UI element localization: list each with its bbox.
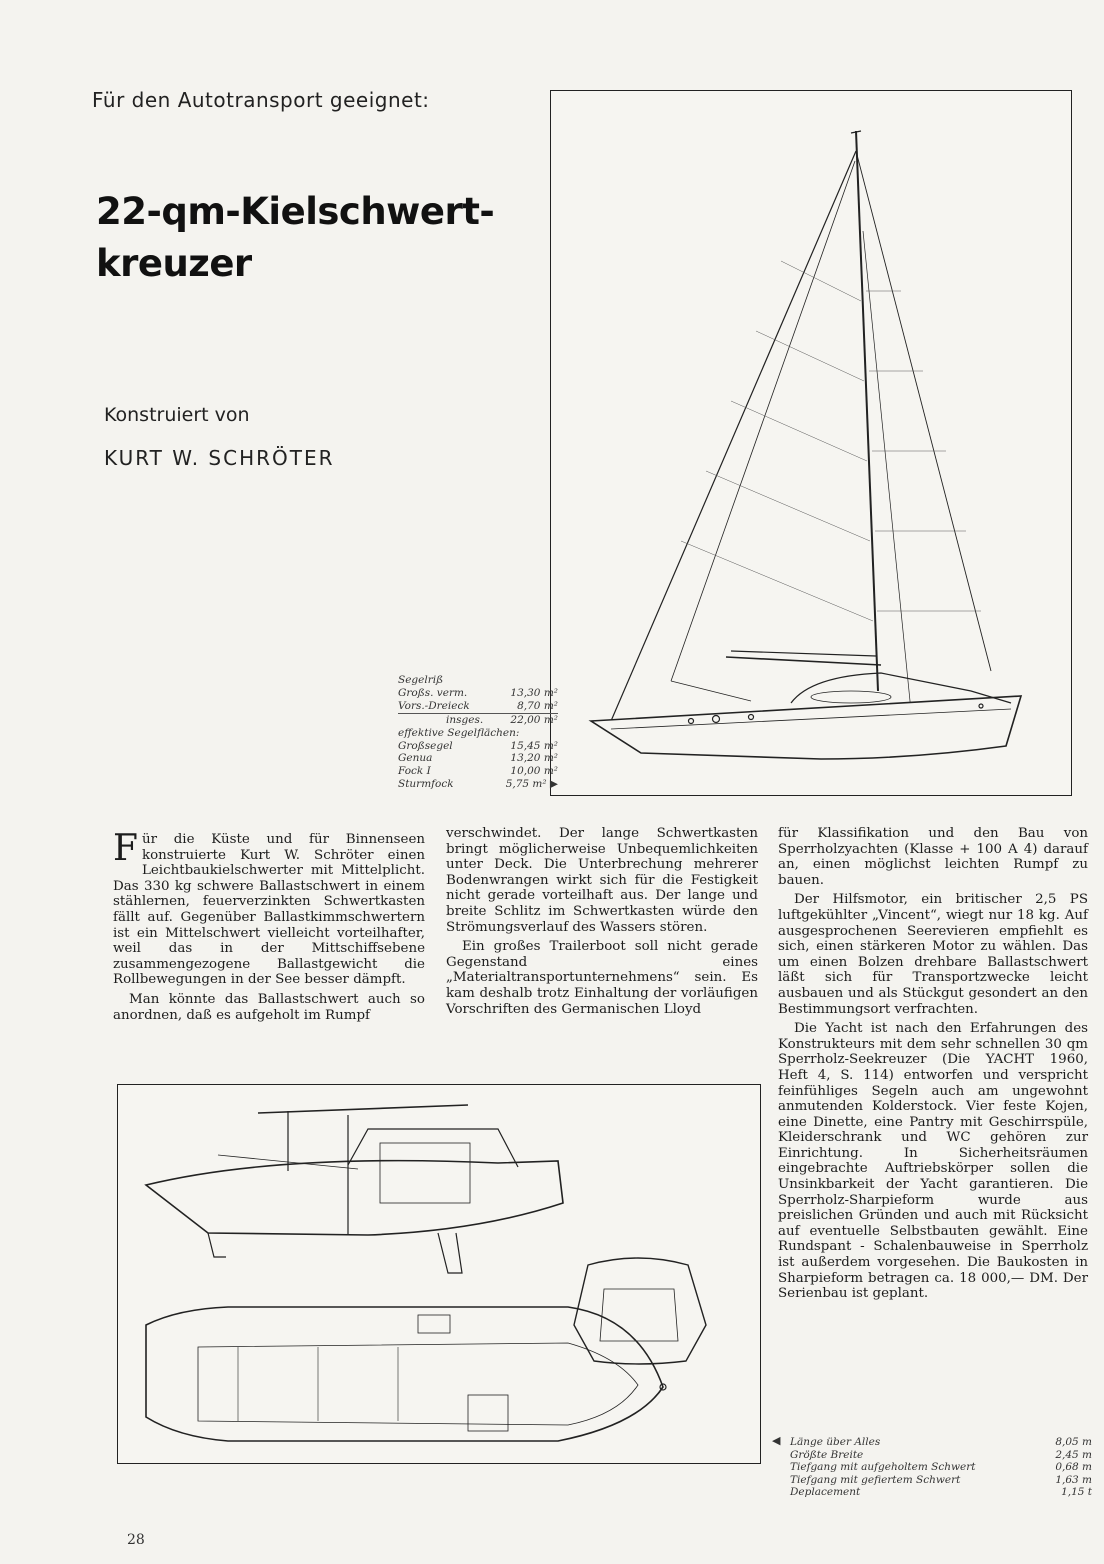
sail-plan-drawing xyxy=(551,91,1071,795)
row-value: 22,00 m² xyxy=(510,713,558,726)
row-value: 0,68 m xyxy=(1055,1461,1092,1474)
row-value: 1,15 t xyxy=(1061,1486,1092,1499)
paragraph: für Klassifikation und den Bau von Sperrholzyachten (Klasse + 100 A 4) darauf an, einen möglichst leichten Rumpf zu bauen. xyxy=(778,826,1088,888)
row-value: 13,20 m² xyxy=(510,752,558,765)
row-value: 8,70 m² xyxy=(517,699,558,712)
title-line-1: 22-qm-Kielschwert- xyxy=(96,190,495,233)
paragraph: verschwindet. Der lange Schwertkasten bringt möglicherweise Unbequemlichkeiten unter Deck. Die Unterbrechung mehrerer Bodenwrangen wirkt sich für die Festigkeit nicht gerade vorteilhaft aus. Der lange und breite Schlitz im Schwertkasten würde den Strömungsverlauf des Wassers stören. xyxy=(446,826,758,935)
sail-plan-figure xyxy=(550,90,1072,796)
principal-dimensions xyxy=(772,1436,1092,1499)
row-value: 15,45 m² xyxy=(510,739,558,752)
table-row xyxy=(772,1436,1092,1449)
paragraph: Der Hilfsmotor, ein britischer 2,5 PS luftgekühlter „Vincent“, wiegt nur 18 kg. Auf ausgesprochenen Seerevieren empfiehlt es sich, einen stärkeren Motor zu wählen. Das um einen Bolzen drehbare Ballastschwert läßt sich für Transportzwecke leicht ausbauen und als Stückgut gesondert an den Bestimmungsort verfrachten. xyxy=(778,892,1088,1017)
row-value: 8,05 m xyxy=(1055,1436,1092,1448)
row-value: 10,00 m² xyxy=(510,765,558,778)
row-label: Genua xyxy=(398,752,433,765)
drop-cap: F xyxy=(113,828,138,869)
table-row-total xyxy=(398,713,558,727)
accommodation-plan-drawing xyxy=(118,1085,760,1463)
row-value: 1,63 m xyxy=(1055,1473,1092,1486)
paragraph: Die Yacht ist nach den Erfahrungen des Konstrukteurs mit dem sehr schnellen 30 qm Sperrholz-Seekreuzer (Die YACHT 1960, Heft 4, S. 114) entworfen und verspricht feinfühliges Segeln auch am ungewohnt anmutenden Kolderstock. Vier feste Kojen, eine Dinette, eine Pantry mit Geschirrspüle, Kleiderschrank und WC gehören zur Einrichtung. In Sicherheitsräumen eingebrachte Auftriebskörper sollen die Unsinkbarkeit der Yacht garantieren. Die Sperrholz-Sharpieform wurde aus preislichen Gründen und auch mit Rücksicht auf eventuelle Selbstbauten gewählt. Eine Rundspant - Schalenbauweise in Sperrholz ist außerdem vorgesehen. Die Baukosten in Sharpieform betragen ca. 18 000,— DM. Der Serienbau ist geplant. xyxy=(778,1021,1088,1302)
row-value: 13,30 m² xyxy=(510,686,558,699)
table-row xyxy=(772,1486,1092,1499)
body-column-1 xyxy=(113,828,425,1023)
table-row xyxy=(398,687,558,700)
paragraph: Für die Küste und für Binnenseen konstruierte Kurt W. Schröter einen Leichtbaukielschwerter mit Mittelplicht. Das 330 kg schwere Ballastschwert in einem stählernen, feuerverzinkten Schwertkasten fällt auf. Gegenüber Ballastkimmschwertern ist ein Mittelschwert vielleicht vorteilhafter, weil das in der Mittschiffsebene zusammengezogene Ballastgewicht die Rollbewegungen in der See besser dämpft. xyxy=(113,828,425,988)
body-column-2 xyxy=(446,826,758,1017)
table-row xyxy=(398,740,558,753)
table-row xyxy=(772,1461,1092,1474)
table-row xyxy=(398,778,558,791)
table-row xyxy=(398,752,558,765)
table-row xyxy=(772,1474,1092,1487)
title-line-2: kreuzer xyxy=(96,242,252,285)
sail-table-heading: Segelriß xyxy=(398,674,444,686)
left-arrow-icon: ◀ xyxy=(772,1434,781,1447)
row-label: Großsegel xyxy=(398,739,453,752)
sail-area-table xyxy=(398,674,558,791)
page-number: 28 xyxy=(127,1532,145,1548)
article-title xyxy=(96,186,494,290)
row-label: Vors.-Dreieck xyxy=(398,699,470,712)
paragraph: Ein großes Trailerboot soll nicht gerade Gegenstand eines „Materialtransportunternehmens“ sein. Es kam deshalb trotz Einhaltung der vorläufigen Vorschriften des Germanischen Lloyd xyxy=(446,939,758,1017)
paragraph: Man könnte das Ballastschwert auch so anordnen, daß es aufgeholt im Rumpf xyxy=(113,991,425,1023)
byline-label: Konstruiert von xyxy=(104,404,250,426)
table-row xyxy=(398,700,558,713)
row-label: insges. xyxy=(446,713,484,726)
accommodation-plan-figure xyxy=(117,1084,761,1464)
row-label: Größte Breite xyxy=(790,1448,864,1461)
row-label: Deplacement xyxy=(790,1486,861,1499)
row-label: Fock I xyxy=(398,765,431,778)
table-row xyxy=(772,1449,1092,1462)
row-label: Großs. verm. xyxy=(398,686,468,699)
row-label: Tiefgang mit aufgeholtem Schwert xyxy=(790,1461,976,1474)
table-row xyxy=(398,765,558,778)
row-label: Tiefgang mit gefiertem Schwert xyxy=(790,1473,961,1486)
sail-table-subheading: effektive Segelflächen: xyxy=(398,726,520,739)
body-column-3 xyxy=(778,826,1088,1302)
row-label: Länge über Alles xyxy=(790,1436,881,1448)
row-value: 5,75 m² ▶ xyxy=(505,778,558,791)
kicker: Für den Autotransport geeignet: xyxy=(92,88,430,112)
designer-name: KURT W. SCHRÖTER xyxy=(104,446,335,470)
row-label: Sturmfock xyxy=(398,778,454,791)
row-value: 2,45 m xyxy=(1055,1448,1092,1461)
